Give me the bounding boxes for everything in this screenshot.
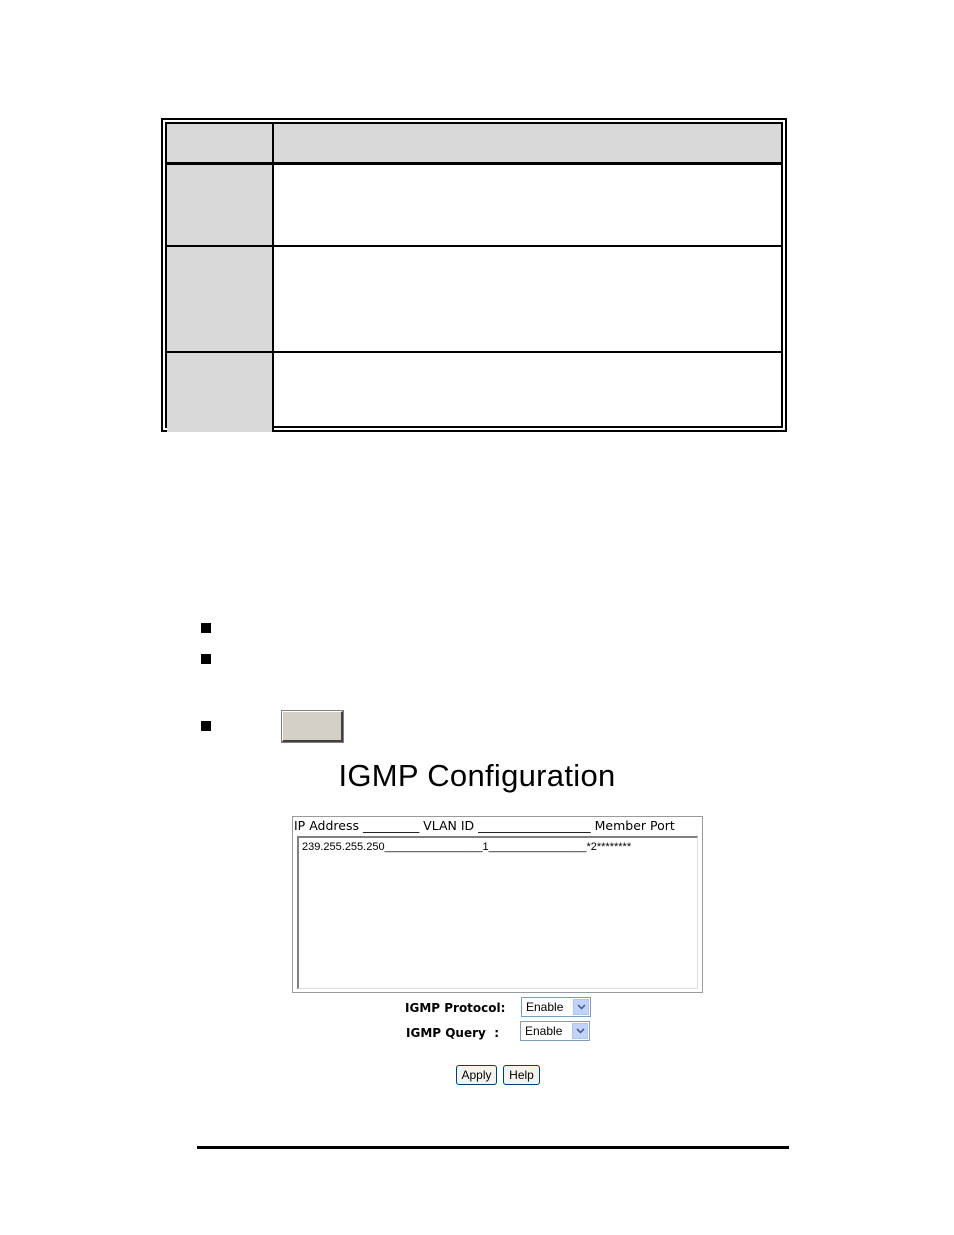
igmp-protocol-value: Enable [526,1000,564,1014]
apply-button[interactable]: Apply [456,1065,497,1085]
list-item[interactable]: 239.255.255.250________________1________________*2******** [302,841,632,853]
table-cell-description [274,353,781,432]
chevron-down-icon[interactable] [573,999,589,1015]
table-cell-label [167,165,274,245]
igmp-group-list [292,816,703,993]
footer-divider [197,1146,789,1149]
bullet-icon [201,721,211,731]
bullet-icon [201,654,211,664]
table-cell-description [274,165,781,245]
table-cell-label [167,247,274,351]
igmp-entries-listbox[interactable] [297,836,698,989]
table-row [167,353,781,432]
igmp-query-label: IGMP Query : [406,1026,500,1040]
igmp-protocol-select[interactable] [521,997,591,1017]
table-cell-label [167,353,274,432]
table-row [167,165,781,247]
table-header-row [167,124,781,165]
help-button[interactable]: Help [503,1065,540,1085]
bullet-icon [201,623,211,633]
table-header-cell-right [274,124,781,162]
table-header-cell-left [167,124,274,162]
page-title: IGMP Configuration [338,758,616,793]
inline-button-graphic [282,711,343,742]
chevron-down-icon[interactable] [572,1023,588,1039]
igmp-protocol-label: IGMP Protocol: [405,1001,506,1015]
parameter-table [161,118,787,432]
table-cell-description [274,247,781,351]
table-row [167,247,781,353]
igmp-query-select[interactable] [520,1021,590,1041]
list-column-header: IP Address _________ VLAN ID __________________ Member Port [294,818,675,833]
parameter-table-inner [165,122,783,428]
igmp-query-value: Enable [525,1024,563,1038]
